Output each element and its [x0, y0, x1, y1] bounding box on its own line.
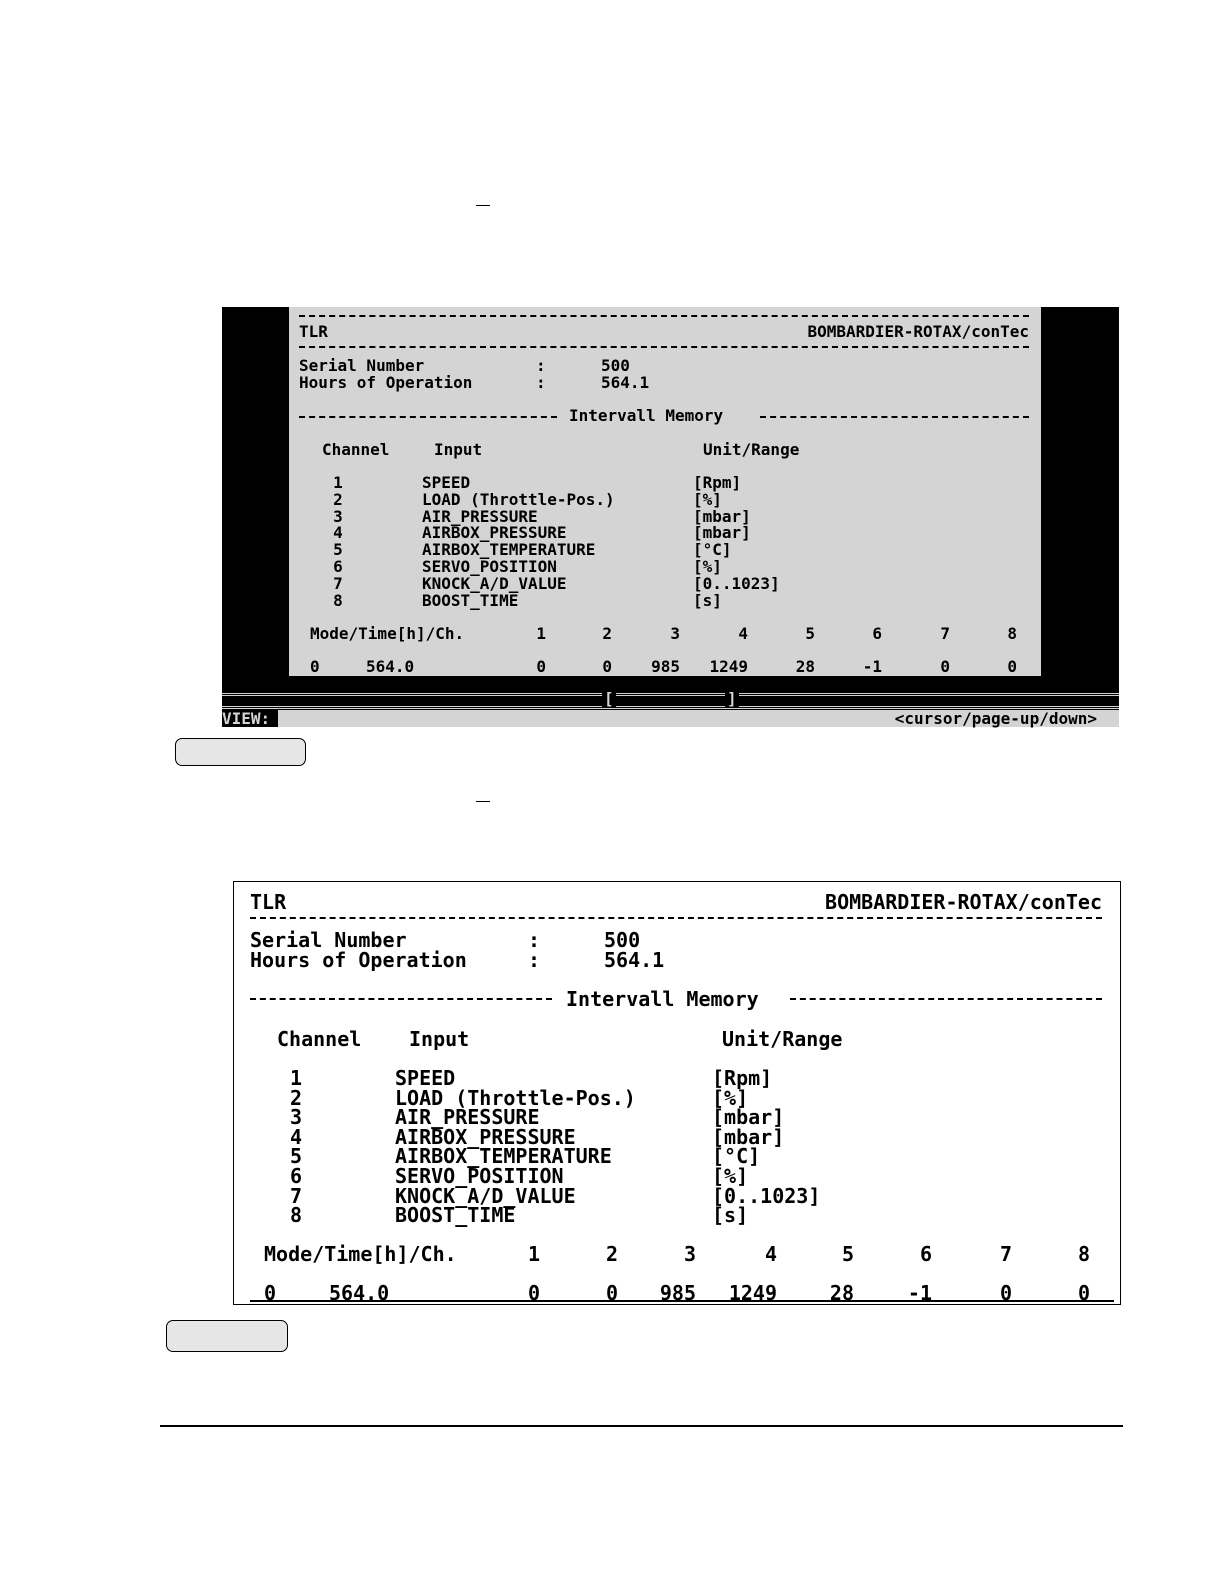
margin-mark-2: [476, 801, 490, 802]
row-value: 0: [1077, 1281, 1090, 1305]
header-input: Input: [409, 1027, 470, 1051]
window-bottom-border: [222, 689, 1119, 709]
channel-number: 4: [289, 1124, 303, 1149]
serial-value: 500: [601, 356, 630, 375]
left-bracket: [: [604, 689, 614, 708]
channel-unit: [0..1023]: [712, 1183, 821, 1208]
divider: [299, 416, 557, 418]
right-bracket: ]: [727, 689, 737, 708]
channel-input: SERVO_POSITION: [422, 557, 557, 576]
channel-unit: [mbar]: [693, 506, 751, 526]
channel-input: BOOST_TIME: [395, 1203, 516, 1228]
divider: [790, 998, 1102, 1000]
channel-unit: [s]: [693, 590, 722, 610]
channel-unit: [0..1023]: [693, 573, 780, 593]
channel-number: 8: [289, 1203, 303, 1228]
channel-unit: [°C]: [712, 1144, 761, 1169]
channel-input: AIRBOX_PRESSURE: [395, 1124, 576, 1149]
channel-number: 7: [289, 1183, 303, 1208]
figure-caption-box: [166, 1320, 288, 1352]
row-mode: 0: [310, 657, 320, 676]
serial-label: Serial Number: [299, 356, 425, 375]
channel-number: 1: [289, 1066, 303, 1090]
table-header-channel: 3: [670, 624, 680, 643]
channel-input: SPEED: [395, 1066, 456, 1090]
table-header-channel: 6: [872, 624, 882, 643]
channel-number: 2: [289, 1085, 303, 1110]
row-time: 564.0: [366, 657, 415, 676]
header-channel: Channel: [322, 440, 390, 459]
table-header-channel: 3: [683, 1242, 696, 1266]
channel-input: AIRBOX_TEMPERATURE: [395, 1144, 612, 1169]
channel-number: 6: [289, 1164, 303, 1188]
table-header-channel: 5: [805, 624, 815, 643]
serial-separator: :: [528, 928, 541, 952]
row-value: 0: [1007, 657, 1017, 676]
channel-unit: [mbar]: [712, 1124, 785, 1149]
header-unit: Unit/Range: [722, 1027, 843, 1051]
printout-screenshot: [233, 881, 1121, 1305]
serial-separator: :: [536, 356, 546, 375]
channel-input: AIRBOX_TEMPERATURE: [422, 540, 596, 560]
channel-number: 1: [333, 473, 343, 492]
channel-number: 2: [333, 489, 343, 509]
row-value: 28: [795, 657, 815, 676]
row-mode: 0: [264, 1281, 277, 1305]
channel-input: KNOCK_A/D_VALUE: [395, 1183, 576, 1208]
row-value: 0: [527, 1281, 540, 1305]
table-header-channel: 7: [940, 624, 950, 643]
vendor-label: BOMBARDIER-ROTAX/conTec: [807, 322, 1029, 341]
row-value: 1249: [709, 657, 748, 676]
channel-unit: [Rpm]: [693, 473, 742, 492]
row-value: 985: [651, 657, 680, 676]
table-header-channel: 8: [1007, 624, 1017, 643]
table-header-channel: 1: [527, 1242, 540, 1266]
row-value: 0: [940, 657, 950, 676]
serial-label: Serial Number: [250, 928, 407, 952]
channel-number: 5: [289, 1144, 303, 1169]
row-value: -1: [907, 1281, 932, 1305]
row-value: 0: [602, 657, 612, 676]
section-title: Intervall Memory: [569, 406, 724, 425]
divider: [250, 917, 1102, 919]
channel-input: SERVO_POSITION: [395, 1164, 564, 1188]
channel-unit: [mbar]: [712, 1105, 785, 1130]
channel-unit: [%]: [693, 557, 722, 576]
divider: [299, 315, 1029, 317]
channel-input: AIR_PRESSURE: [395, 1105, 540, 1130]
channel-number: 5: [333, 540, 343, 560]
table-header-channel: 4: [738, 624, 748, 643]
hours-value: 564.1: [601, 373, 650, 392]
divider: [250, 998, 552, 1000]
channel-number: 4: [333, 523, 343, 543]
divider: [299, 346, 1029, 348]
table-header-channel: 5: [841, 1242, 854, 1266]
header-unit: Unit/Range: [703, 440, 800, 459]
row-value: 985: [659, 1281, 696, 1305]
channel-unit: [mbar]: [693, 523, 751, 543]
row-value: 0: [536, 657, 546, 676]
channel-input: LOAD (Throttle-Pos.): [395, 1085, 636, 1110]
channel-input: BOOST_TIME: [422, 590, 519, 610]
section-title: Intervall Memory: [566, 987, 759, 1011]
divider: [760, 416, 1029, 418]
channel-number: 8: [333, 590, 343, 610]
header-input: Input: [434, 440, 483, 459]
terminal-screenshot: [222, 307, 1119, 727]
table-header-label: Mode/Time[h]/Ch.: [264, 1242, 457, 1266]
channel-number: 3: [333, 506, 343, 526]
channel-number: 3: [289, 1105, 303, 1130]
table-header-channel: 4: [764, 1242, 777, 1266]
table-header-channel: 7: [999, 1242, 1012, 1266]
hours-label: Hours of Operation: [250, 948, 467, 972]
hours-value: 564.1: [604, 948, 665, 972]
row-value: 0: [999, 1281, 1012, 1305]
channel-number: 7: [333, 573, 343, 593]
app-title: TLR: [299, 322, 328, 341]
channel-input: AIR_PRESSURE: [422, 506, 538, 526]
bottom-border: [250, 1300, 1114, 1302]
channel-input: KNOCK_A/D_VALUE: [422, 573, 567, 593]
row-value: 28: [829, 1281, 854, 1305]
channel-unit: [%]: [712, 1085, 749, 1110]
table-header-channel: 2: [605, 1242, 618, 1266]
mode-label: VIEW:: [222, 710, 278, 727]
channel-unit: [s]: [712, 1203, 749, 1228]
header-channel: Channel: [277, 1027, 362, 1051]
channel-unit: [%]: [693, 489, 722, 509]
figure-caption-box: [175, 738, 306, 766]
table-header-channel: 1: [536, 624, 546, 643]
channel-input: SPEED: [422, 473, 471, 492]
status-bar: [222, 710, 1119, 727]
row-value: 1249: [728, 1281, 777, 1305]
row-value: 0: [605, 1281, 618, 1305]
table-header-channel: 6: [919, 1242, 932, 1266]
table-header-channel: 8: [1077, 1242, 1090, 1266]
navigation-hint: <cursor/page-up/down>: [894, 709, 1097, 728]
serial-value: 500: [604, 928, 641, 952]
vendor-label: BOMBARDIER-ROTAX/conTec: [825, 890, 1102, 914]
channel-input: AIRBOX_PRESSURE: [422, 523, 567, 543]
table-header-channel: 2: [602, 624, 612, 643]
channel-unit: [%]: [712, 1164, 749, 1188]
channel-number: 6: [333, 557, 343, 576]
hours-label: Hours of Operation: [299, 373, 473, 392]
row-time: 564.0: [329, 1281, 390, 1305]
channel-input: LOAD (Throttle-Pos.): [422, 489, 615, 509]
hours-separator: :: [536, 373, 546, 392]
row-value: -1: [862, 657, 882, 676]
app-title: TLR: [250, 890, 287, 914]
table-header-label: Mode/Time[h]/Ch.: [310, 624, 465, 643]
channel-unit: [Rpm]: [712, 1066, 773, 1090]
margin-mark-1: [476, 205, 490, 206]
channel-unit: [°C]: [693, 540, 732, 560]
footer-rule: [160, 1425, 1123, 1427]
terminal-panel: [289, 307, 1041, 676]
hours-separator: :: [528, 948, 541, 972]
